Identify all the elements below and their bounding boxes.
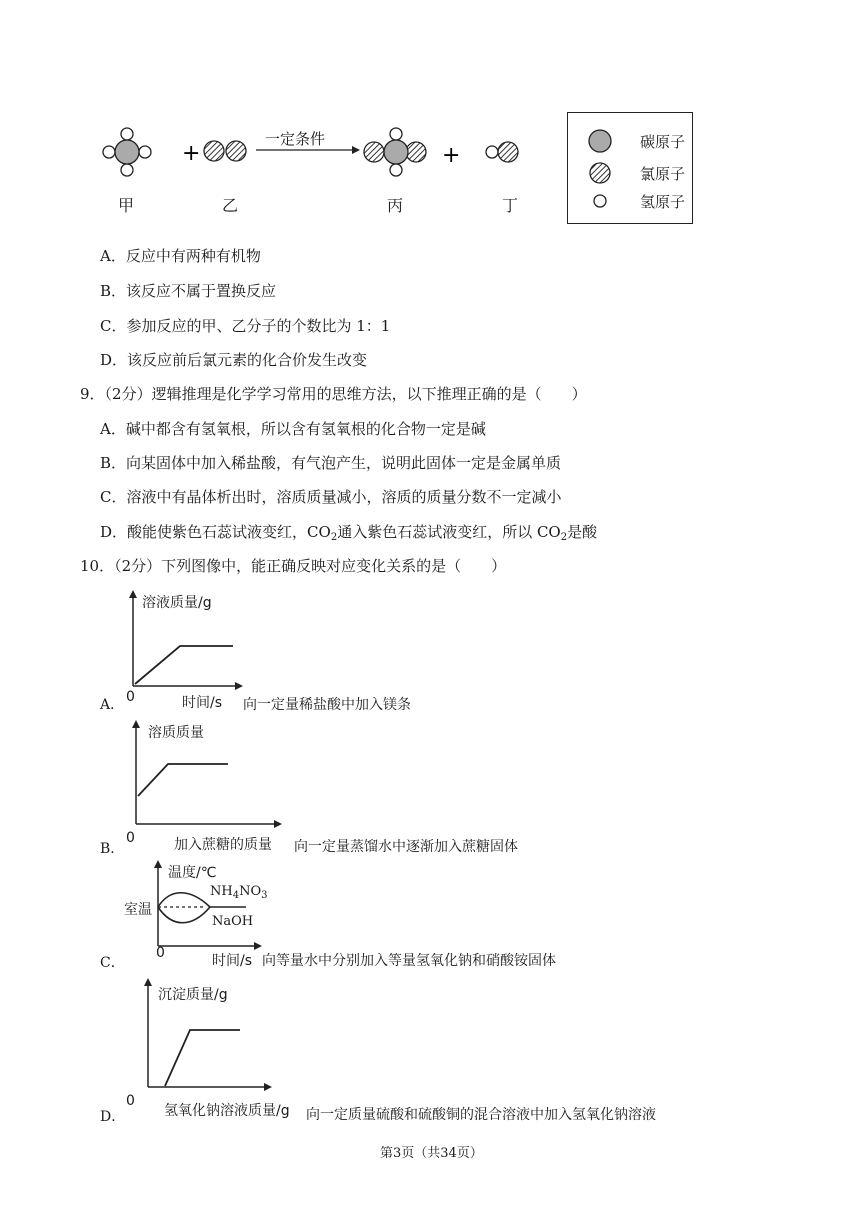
plus-2: + bbox=[442, 143, 461, 168]
legend-chlorine: 氯原子 bbox=[640, 165, 686, 183]
graph-a-ylabel: 溶液质量/g bbox=[142, 595, 212, 611]
reaction-diagram bbox=[90, 110, 650, 240]
graph-b-note: 向一定量蒸馏水中逐渐加入蔗糖固体 bbox=[294, 839, 518, 855]
graph-d-origin: 0 bbox=[126, 1093, 135, 1109]
graph-c-lower-curve bbox=[158, 907, 210, 923]
graph-a-letter: A． bbox=[100, 697, 125, 713]
graph-a-note: 向一定量稀盐酸中加入镁条 bbox=[243, 697, 411, 713]
q9-option-a: A．碱中都含有氢氧根，所以含有氢氧根的化合物一定是碱 bbox=[100, 420, 486, 438]
legend-carbon: 碳原子 bbox=[640, 133, 686, 151]
label-ding: 丁 bbox=[502, 196, 519, 215]
graph-d-note: 向一定质量硫酸和硫酸铜的混合溶液中加入氢氧化钠溶液 bbox=[306, 1107, 656, 1123]
q8-option-b: B．该反应不属于置换反应 bbox=[100, 282, 277, 300]
graph-c-series-bottom: NaOH bbox=[212, 914, 254, 929]
q9-stem: 9．（2分）逻辑推理是化学学习常用的思维方法，以下推理正确的是（ ） bbox=[80, 385, 587, 403]
q9-option-b: B．向某固体中加入稀盐酸，有气泡产生，说明此固体一定是金属单质 bbox=[100, 454, 562, 472]
graph-d-letter: D． bbox=[100, 1109, 126, 1125]
molecule-bing bbox=[364, 128, 426, 176]
graph-b-xlabel: 加入蔗糖的质量 bbox=[174, 837, 272, 853]
graph-a-xlabel: 时间/s bbox=[182, 695, 223, 711]
reaction-condition: 一定条件 bbox=[265, 130, 326, 148]
graph-c-letter: C． bbox=[100, 955, 125, 971]
label-jia: 甲 bbox=[118, 196, 135, 215]
graph-a-origin: 0 bbox=[126, 689, 135, 705]
graph-d-curve bbox=[165, 1030, 240, 1086]
q9-option-c: C．溶液中有晶体析出时，溶质质量减小，溶质的质量分数不一定减小 bbox=[100, 488, 562, 506]
graph-b-letter: B． bbox=[100, 841, 125, 857]
graph-c-note: 向等量水中分别加入等量氢氧化钠和硝酸铵固体 bbox=[262, 953, 556, 969]
graph-b-curve bbox=[138, 764, 228, 796]
q9-option-d: D．酸能使紫色石蕊试液变红，$CO_2$通入紫色石蕊试液变红，所以 $CO_2$是酸 bbox=[100, 523, 598, 543]
graph-d-xlabel: 氢氧化钠溶液质量/g bbox=[164, 1103, 290, 1119]
q8-option-a: A．反应中有两种有机物 bbox=[100, 247, 261, 265]
q8-option-d: D．该反应前后氯元素的化合价发生改变 bbox=[100, 351, 368, 369]
graph-b-ylabel: 溶质质量 bbox=[148, 725, 204, 741]
molecule-yi bbox=[204, 141, 246, 161]
graph-a-curve bbox=[135, 646, 233, 684]
graph-c-origin: 0 bbox=[156, 945, 165, 961]
q8-option-c: C．参加反应的甲、乙分子的个数比为 1：1 bbox=[100, 317, 391, 335]
label-bing: 丙 bbox=[387, 196, 404, 215]
atom-legend bbox=[567, 112, 693, 224]
graph-c-series-top: $NH_4NO_3$ bbox=[210, 884, 268, 901]
label-yi: 乙 bbox=[222, 196, 239, 215]
graph-c-upper-curve bbox=[158, 893, 210, 907]
q10-stem: 10．（2分）下列图像中，能正确反映对应变化关系的是（ ） bbox=[80, 557, 507, 575]
graph-c-ylabel: 温度/℃ bbox=[168, 865, 217, 881]
graph-b-origin: 0 bbox=[126, 830, 135, 846]
graph-d-ylabel: 沉淀质量/g bbox=[158, 987, 228, 1003]
molecule-ding bbox=[486, 142, 518, 162]
plus-1: + bbox=[182, 141, 201, 166]
page-footer: 第3页（共34页） bbox=[380, 1146, 483, 1161]
graph-c-room-temp: 室温 bbox=[124, 902, 152, 918]
graph-c-xlabel: 时间/s bbox=[212, 953, 253, 969]
legend-hydrogen: 氢原子 bbox=[640, 193, 686, 211]
molecule-jia bbox=[103, 128, 151, 176]
